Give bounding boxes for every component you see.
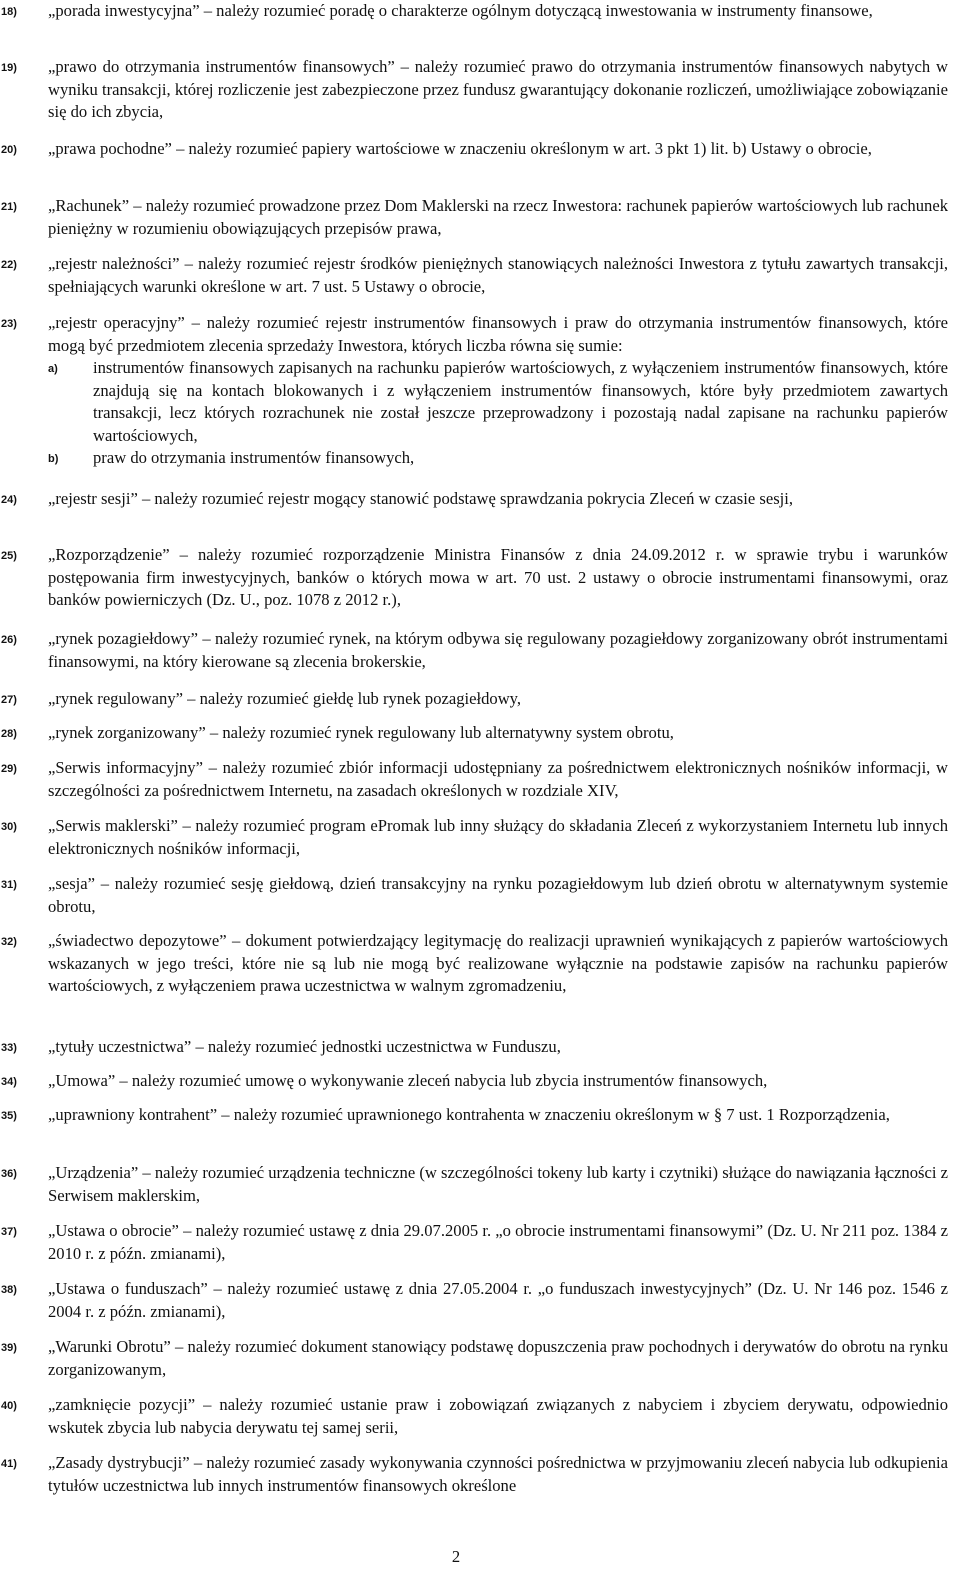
definition-item-35 (1, 1104, 948, 1127)
definition-item-20 (1, 138, 948, 161)
definition-item-41 (1, 1452, 948, 1497)
item-text: „rejestr operacyjny” – należy rozumieć rejestr instrumentów finansowych i praw do otrzymania instrumentów finansowych, które mogą być przedmiotem zlecenia sprzedaży Inwestora, których liczba równa się sumie: (48, 313, 948, 355)
definition-item-23 (1, 312, 948, 470)
item-number: 22) (1, 259, 17, 271)
definition-item-26 (1, 628, 948, 673)
item-number: 40) (1, 1400, 17, 1412)
page-number: 2 (451, 1547, 461, 1566)
item-text: „tytuły uczestnictwa” – należy rozumieć jednostki uczestnictwa w Funduszu, (48, 1037, 561, 1056)
item-number: 25) (1, 550, 17, 562)
item-text: „Rachunek” – należy rozumieć prowadzone przez Dom Maklerski na rzecz Inwestora: rachunek papierów wartościowych lub rachunek pieniężny w rozumieniu obowiązujących przepisów prawa, (48, 196, 948, 238)
definition-item-25 (1, 544, 948, 612)
item-number: 39) (1, 1342, 17, 1354)
item-text: „Zasady dystrybucji” – należy rozumieć zasady wykonywania czynności pośrednictwa w przyjmowaniu zleceń nabycia lub odkupienia tytułów uczestnictwa lub innych instrumentów finansowych określone (48, 1453, 948, 1495)
item-text: „rynek pozagiełdowy” – należy rozumieć rynek, na którym odbywa się regulowany pozagiełdowy zorganizowany obrót instrumentami finansowymi, na który kierowane są zlecenia brokerskie, (48, 629, 948, 671)
item-number: 37) (1, 1226, 17, 1238)
definition-item-24 (1, 488, 948, 511)
item-text: „Urządzenia” – należy rozumieć urządzenia techniczne (w szczególności tokeny lub karty i czytniki) służące do nawiązania łączności z Serwisem maklerskim, (48, 1163, 948, 1205)
item-number: 18) (1, 6, 17, 18)
item-text: „uprawniony kontrahent” – należy rozumieć uprawnionego kontrahenta w znaczeniu określonym w § 7 ust. 1 Rozporządzenia, (48, 1105, 890, 1124)
item-text: „sesja” – należy rozumieć sesję giełdową, dzień transakcyjny na rynku pozagiełdowym lub dzień obrotu w alternatywnym systemie obrotu, (48, 874, 948, 916)
definition-item-33 (1, 1036, 948, 1059)
item-text: „rejestr sesji” – należy rozumieć rejestr mogący stanowić podstawę sprawdzania pokrycia Zleceń w czasie sesji, (48, 489, 794, 508)
item-number: 31) (1, 879, 17, 891)
definition-item-38 (1, 1278, 948, 1323)
item-number: 36) (1, 1168, 17, 1180)
item-number: 21) (1, 201, 17, 213)
definition-item-37 (1, 1220, 948, 1265)
item-text: „prawa pochodne” – należy rozumieć papiery wartościowe w znaczeniu określonym w art. 3 pkt 1) lit. b) Ustawy o obrocie, (48, 139, 872, 158)
item-number: 30) (1, 821, 17, 833)
item-number: 20) (1, 144, 17, 156)
item-number: 28) (1, 728, 17, 740)
definition-item-28 (1, 722, 948, 745)
item-text: „Ustawa o obrocie” – należy rozumieć ustawę z dnia 29.07.2005 r. „o obrocie instrumentami finansowymi” (Dz. U. Nr 211 poz. 1384 z 2010 r. z późn. zmianami), (48, 1221, 948, 1263)
definition-item-40 (1, 1394, 948, 1439)
item-number: 41) (1, 1458, 17, 1470)
definition-item-39 (1, 1336, 948, 1381)
item-text: „prawo do otrzymania instrumentów finansowych” – należy rozumieć prawo do otrzymania instrumentów finansowych nabytych w wyniku transakcji, której rozliczenie jest zabezpieczone przez fundusz gwarantujący dokonanie rozliczeń, umożliwiające zobowiązanie się do ich zbycia, (48, 57, 948, 121)
definition-item-22 (1, 253, 948, 298)
item-number: 29) (1, 763, 17, 775)
item-text: „rejestr należności” – należy rozumieć rejestr środków pieniężnych stanowiących należności Inwestora z tytułu zawartych transakcji, spełniających warunki określone w art. 7 ust. 5 Ustawy o obrocie, (48, 254, 948, 296)
item-number: 32) (1, 936, 17, 948)
item-number: 26) (1, 634, 17, 646)
subitem-label: a) (48, 363, 58, 375)
item-text: „zamknięcie pozycji” – należy rozumieć ustanie praw i zobowiązań związanych z nabyciem i zbyciem derywatu, odpowiednio wskutek zbycia lub nabycia derywatu tej samej serii, (48, 1395, 948, 1437)
item-text: „Rozporządzenie” – należy rozumieć rozporządzenie Ministra Finansów z dnia 24.09.2012 r. w sprawie trybu i warunków postępowania firm inwestycyjnych, banków o których mowa w art. 70 ust. 2 ustawy o obrocie instrumentami finansowymi, oraz banków powierniczych (Dz. U., poz. 1078 z 2012 r.), (48, 545, 948, 609)
item-number: 34) (1, 1076, 17, 1088)
subitem-b (48, 447, 948, 470)
item-number: 35) (1, 1110, 17, 1122)
item-text: „Serwis maklerski” – należy rozumieć program ePromak lub inny służący do składania Zleceń z wykorzystaniem Internetu lub innych elektronicznych nośników informacji, (48, 816, 948, 858)
subitem-text: praw do otrzymania instrumentów finansowych, (93, 448, 415, 467)
definition-item-27 (1, 688, 948, 711)
definition-item-19 (1, 56, 948, 124)
definition-item-32 (1, 930, 948, 998)
item-text: „Serwis informacyjny” – należy rozumieć zbiór informacji udostępniany za pośrednictwem elektronicznych nośników informacji, w szczególności za pośrednictwem Internetu, na zasadach określonych w rozdziale XIV, (48, 758, 948, 800)
item-text: „Warunki Obrotu” – należy rozumieć dokument stanowiący podstawę dopuszczenia praw pochodnych i derywatów do obrotu na rynku zorganizowanym, (48, 1337, 948, 1379)
definition-item-29 (1, 757, 948, 802)
item-number: 38) (1, 1284, 17, 1296)
definition-item-31 (1, 873, 948, 918)
subitem-text: instrumentów finansowych zapisanych na rachunku papierów wartościowych, z wyłączeniem instrumentów finansowych, które znajdują się na kontach blokowanych i z wyłączeniem instrumentów finansowych, które były przedmiotem zawartych transakcji, lecz których rozrachunek nie został jeszcze przeprowadzony i pozostają nadal zapisane na rachunku papierów wartościowych, (93, 358, 948, 445)
definition-item-34 (1, 1070, 948, 1093)
item-text: „świadectwo depozytowe” – dokument potwierdzający legitymację do realizacji uprawnień wynikających z papierów wartościowych wskazanych w jego treści, które nie są lub nie mogą być realizowane wyłącznie na podstawie zapisów na rachunku papierów wartościowych, z wyłączeniem prawa uczestnictwa w walnym zgromadzeniu, (48, 931, 948, 995)
item-number: 27) (1, 694, 17, 706)
item-number: 19) (1, 62, 17, 74)
definition-item-30 (1, 815, 948, 860)
definition-item-18 (1, 0, 948, 23)
item-number: 23) (1, 318, 17, 330)
item-text: „Ustawa o funduszach” – należy rozumieć ustawę z dnia 27.05.2004 r. „o funduszach inwestycyjnych” (Dz. U. Nr 146 poz. 1546 z 2004 r. z późn. zmianami), (48, 1279, 948, 1321)
subitem-label: b) (48, 453, 59, 465)
item-text: „rynek zorganizowany” – należy rozumieć rynek regulowany lub alternatywny system obrotu, (48, 723, 674, 742)
item-number: 24) (1, 494, 17, 506)
item-text: „porada inwestycyjna” – należy rozumieć poradę o charakterze ogólnym dotyczącą inwestowania w instrumenty finansowe, (48, 1, 873, 20)
item-text: „Umowa” – należy rozumieć umowę o wykonywanie zleceń nabycia lub zbycia instrumentów finansowych, (48, 1071, 768, 1090)
item-number: 33) (1, 1042, 17, 1054)
definition-item-36 (1, 1162, 948, 1207)
definition-item-21 (1, 195, 948, 240)
item-text: „rynek regulowany” – należy rozumieć giełdę lub rynek pozagiełdowy, (48, 689, 522, 708)
subitem-a (48, 357, 948, 447)
